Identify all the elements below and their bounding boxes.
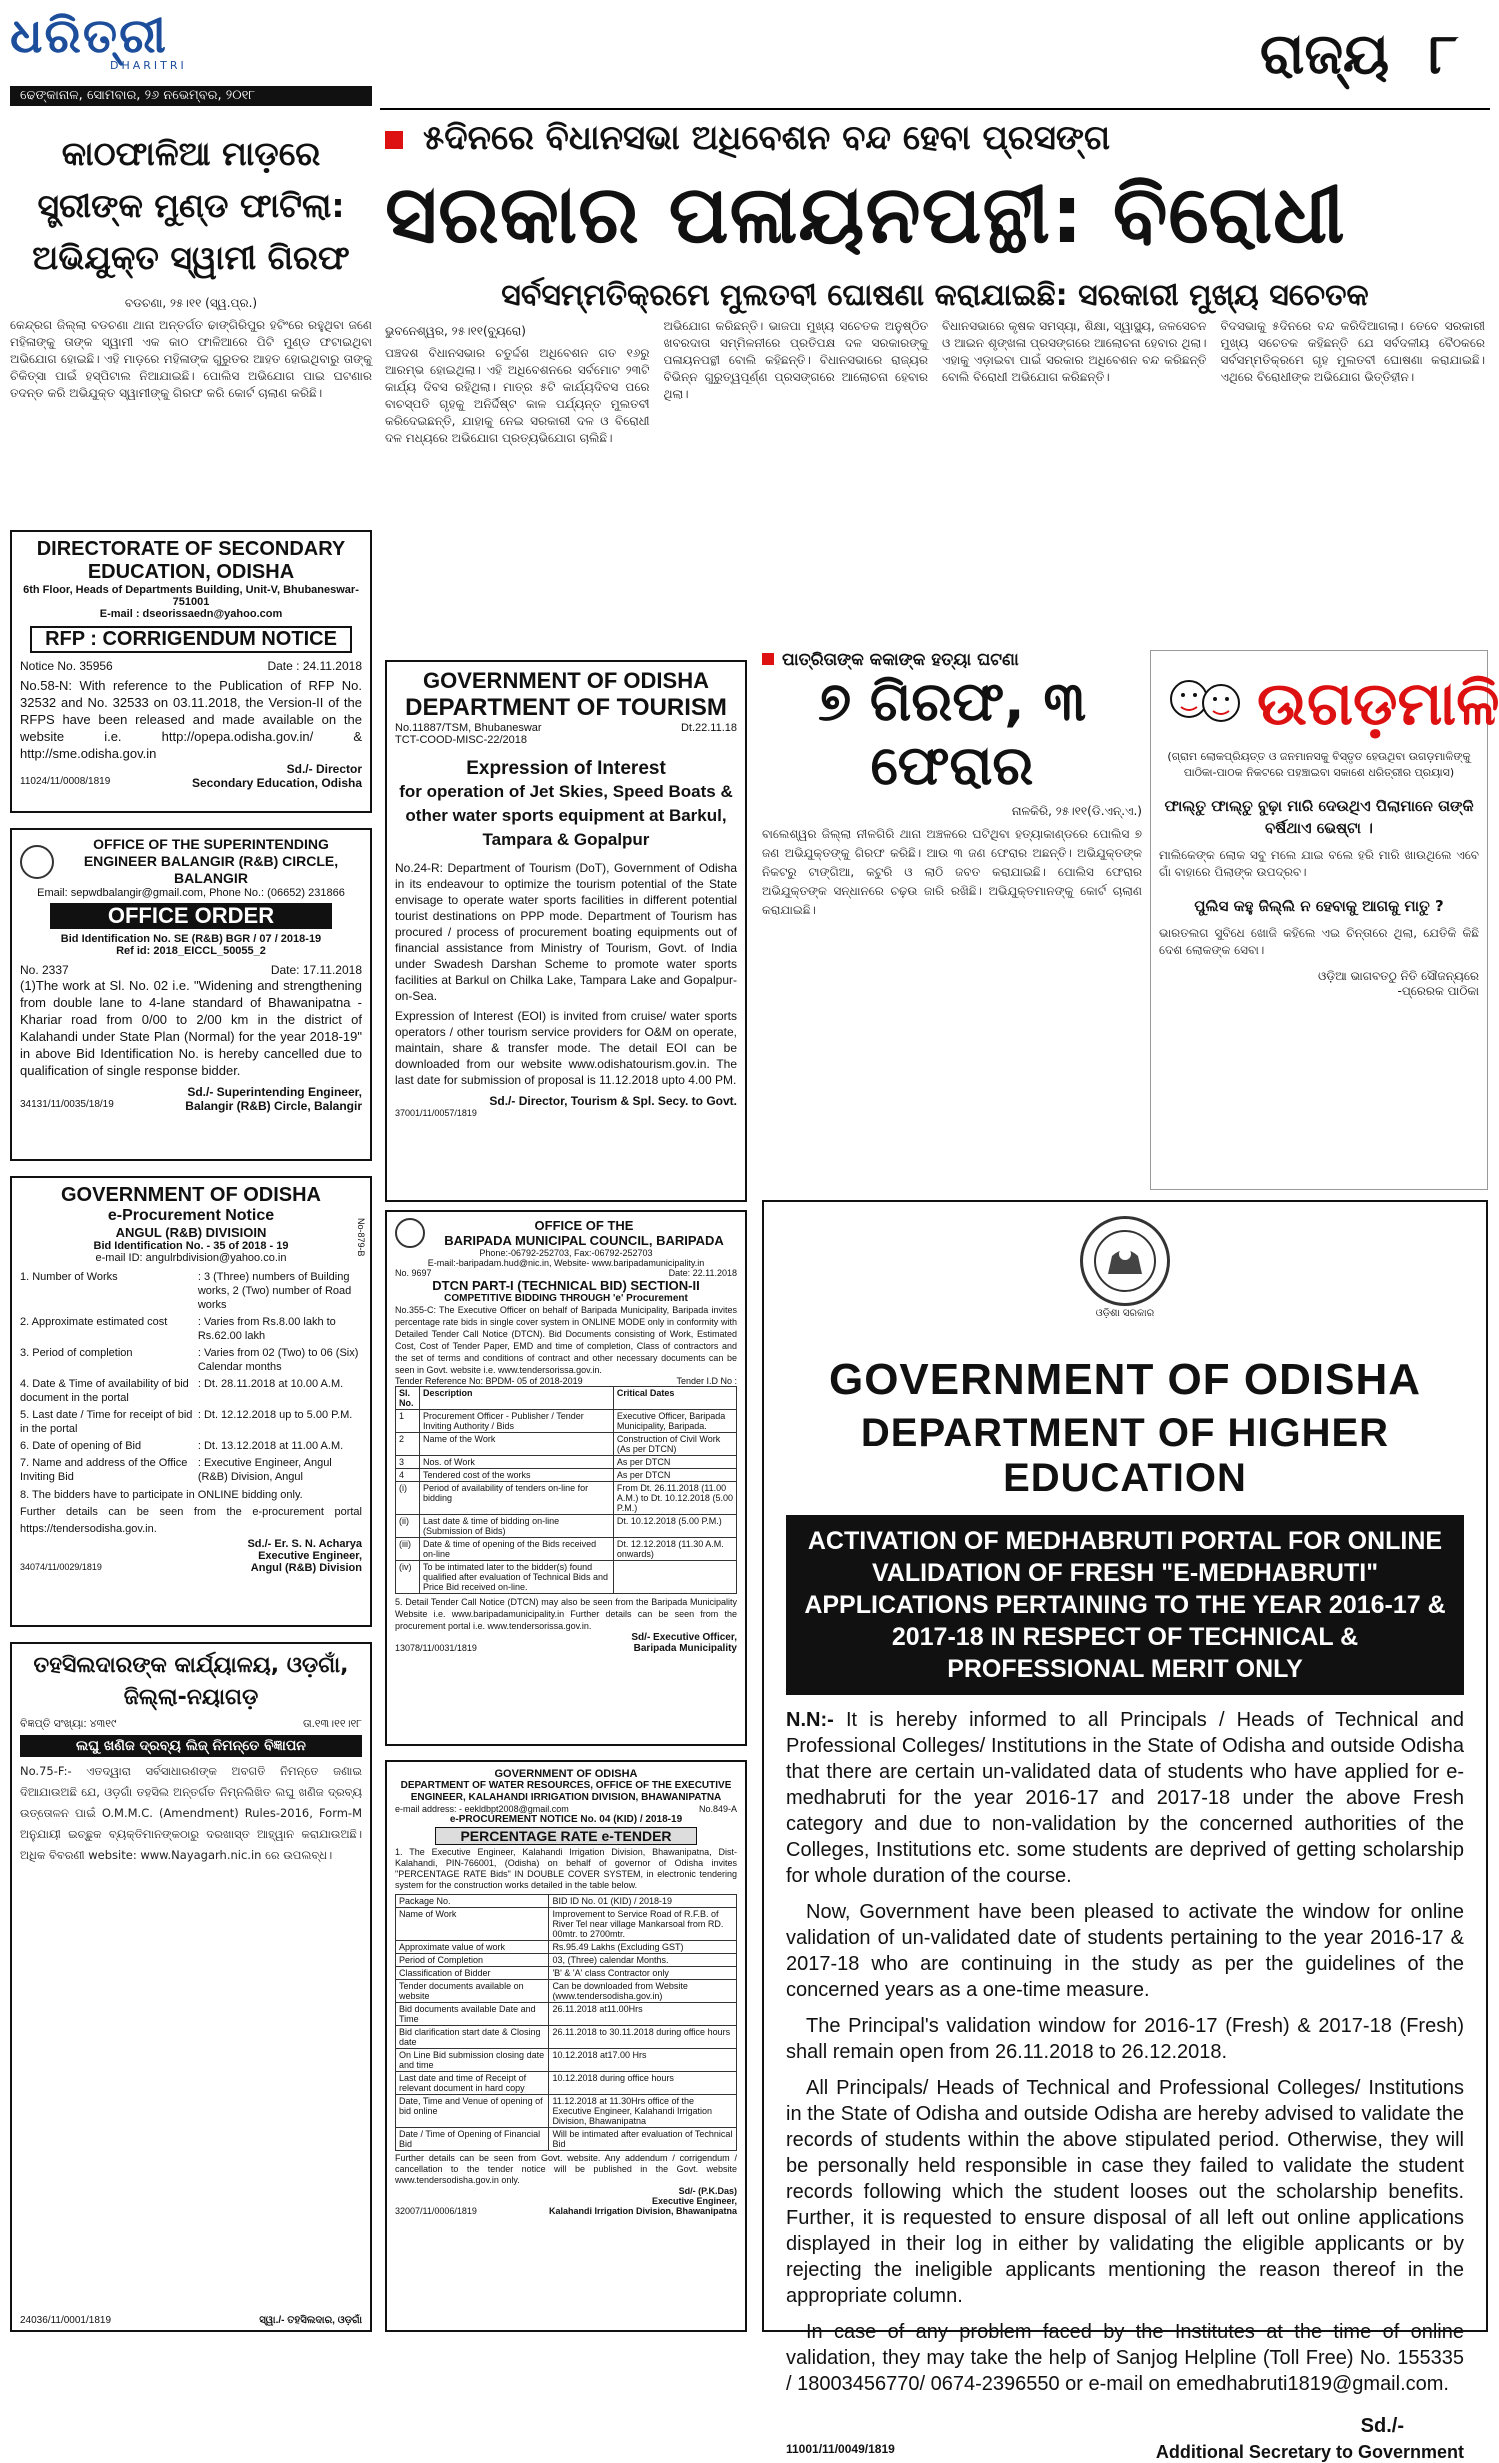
ad-higher-education [762,1200,1488,2462]
table-cell: 03, (Three) calendar Months. [549,1954,737,1967]
tender-id: Tender I.D No : [676,1376,737,1386]
left-story [10,128,372,497]
story-2-byline: ନାଳକିରି, ୨୫।୧୧(ଡି.ଏନ୍.ଏ.) [1011,804,1142,818]
ad-tahasildar [10,1642,372,2332]
table-row [396,1410,737,1433]
row-value: : Varies from 02 (Two) to 06 (Six) Calendar months [197,1347,359,1373]
table-cell: Bid clarification start date & Closing date [396,2026,549,2049]
signatory-office: Balangir (R&B) Circle, Balangir [185,1099,362,1113]
ad-bar: ଲଘୁ ଖଣିଜ ଦ୍ରବ୍ୟ ଲିଜ୍ ନିମନ୍ତେ ବିଜ୍ଞାପନ [20,1735,362,1757]
signatory-title: Executive Engineer, [258,1550,362,1562]
ad-ref: 11001/11/0049/1819 [786,2442,895,2456]
table-row [396,1967,737,1980]
table-row [396,2128,737,2151]
bid-id: Bid Identification No. - 35 of 2018 - 19 [93,1240,289,1252]
notice-date: Date : 24.11.2018 [267,659,362,673]
main-col-2: ଅଭିଯୋଗ କରିଛନ୍ତି। ଭାଜପା ମୁଖ୍ୟ ସଚେତକ ଅନୁଷ୍ଠିତ ଖବରଦାତା ସମ୍ମିଳନୀରେ ପ୍ରତିପକ୍ଷ ଦଳ ସରକାରଙ୍କୁ ପଳାୟନପନ୍ଥୀ ବୋଲି କହିଛନ୍ତି। ବିଧାନସଭାରେ ରାଜ୍ୟର ବିଭିନ୍ନ ଗୁରୁତ୍ୱପୂର୍ଣ୍ଣ ପ୍ରସଙ୍ଗରେ ଆଲୋଚନା ହେବାର ଥିଲା। [663,319,928,401]
ad-department: DEPARTMENT OF TOURISM [405,694,727,721]
main-kicker [385,118,1110,158]
cartoon-column [1150,650,1499,1190]
ad-ref: 11024/11/0008/1819 [20,776,111,787]
ad-title: ତହସିଲଦାରଙ୍କ କାର୍ଯ୍ୟାଳୟ, ଓଡ଼ଗାଁ, ଜିଲ୍ଲା-ନୟାଗଡ଼ [33,1653,349,1710]
signatory-office: Baripada Municipality [633,1643,737,1654]
main-col-3: ବିଧାନସଭାରେ କୃଷକ ସମସ୍ୟା, ଶିକ୍ଷା, ସ୍ୱାସ୍ଥ୍ୟ, ଜଳସେଚନ ଓ ଆଇନ ଶୃଙ୍ଖଳା ପ୍ରସଙ୍ଗରେ ଆଲୋଚନା ହେବାର ଥିଲା। ଏହାକୁ ଏଡ଼ାଇବା ପାଇଁ ସରକାର ଅଧିବେଶନ ବନ୍ଦ କରିଛନ୍ତି ବୋଲି ବିରୋଧୀ ଅଭିଯୋଗ କରିଛନ୍ତି। [942,319,1207,384]
table-row [396,1433,737,1456]
signatory: Sd/- (P.K.Das) [678,2186,737,2196]
notice-number: Notice No. 35956 [20,659,113,673]
emblem-icon [20,845,54,879]
table-cell: Procurement Officer - Publisher / Tender Inviting Authority / Bids [420,1410,614,1433]
notice-label: N.N:- [786,1709,834,1731]
table-row [396,1954,737,1967]
story-2-headline: ୭ ଗିରଫ, ୩ ଫେରାର [818,670,1086,797]
signatory-title: Executive Engineer, [651,2196,737,2206]
table-row [20,1377,362,1405]
eoi-heading: Expression of Interest [466,758,666,779]
table-cell: Construction of Civil Work (As per DTCN) [613,1433,736,1456]
cartoon-credit-2: -ପ୍ରେରକ ପାଠିକା [1397,984,1479,998]
ad-body: No.58-N: With reference to the Publication of RFP No. 32532 and No. 32533 on 03.11.2018, the Version-II of the RFPS have been released and made available on the website i.e. http://opepa.odisha.gov.in/ & http://sme.odisha.gov.in [20,678,362,761]
emblem-caption: ଓଡ଼ିଶା ସରକାର [1095,1308,1155,1319]
ad-title: GOVERNMENT OF ODISHA [422,668,709,693]
cartoon-credit: ଓଡ଼ିଆ ଭାଗବତଠୁ ନିତି ସୌଜନ୍ୟରେ [1317,969,1479,983]
left-story-body: କେନ୍ଦ୍ରଗ ଜିଲ୍ଲା ବଡଚଣା ଥାନା ଅନ୍ତର୍ଗତ ଢାଙ୍ଗିରିପୁର ହଟିଂରେ ରହୁଥିବା ଜଣେ ମହିଳାଙ୍କୁ ତାଙ୍କ ସ୍ୱାମୀ ଏକ କାଠ ଫାଳିଆରେ ପିଟି ମୁଣ୍ଡ ଫଟାଇଥିବା ଅଭିଯୋଗ ହୋଇଛି। ଏହି ମାଡ଼ରେ ମହିଳାଙ୍କ ଗୁରୁତର ଆହତ ହୋଇଥିବାରୁ ତାଙ୍କୁ ଚିକିତ୍ସା ପାଇଁ ହସ୍ପିଟାଲ ନିଆଯାଇଛି। ପୋଲିସ ଅଭିଯୋଗ ପାଇ ଘଟଣାର ତଦନ୍ତ କରି ଅଭିଯୁକ୍ତ ସ୍ୱାମୀଙ୍କୁ ଗିରଫ କରି କୋର୍ଟ ଚାଲାଣ କରିଛି। [10,318,372,400]
table-cell: Bid documents available Date and Time [396,2003,549,2026]
ad-email: e-mail address: - eekldbpt2008@gmail.com [395,1804,569,1814]
table-cell: 4 [396,1469,420,1482]
ad-email: Email: sepwdbalangir@gmail.com, Phone No.: (06652) 231866 [37,887,345,899]
story-2-body: ବାଲେଶ୍ୱର ଜିଲ୍ଲା ନୀଳଗିରି ଥାନା ଅଞ୍ଚଳରେ ଘଟିଥିବା ହତ୍ୟାକାଣ୍ଡରେ ପୋଲିସ ୭ ଜଣ ଅଭିଯୁକ୍ତଙ୍କୁ ଗିରଫ କରିଛି। ଆଉ ୩ ଜଣ ଫେରାର ଅଛନ୍ତି। ଅଭିଯୁକ୍ତଙ୍କ ନିକଟରୁ ଟାଙ୍ଗିଆ, କଟୁରି ଓ ଲାଠି ଜବତ କରାଯାଇଛି। ପୋଲିସ ଫେରାର ଅଭିଯୁକ୍ତଙ୍କ ସନ୍ଧାନରେ ଚଢ଼ଉ ଜାରି ରଖିଛି। ଅଭିଯୁକ୍ତମାନଙ୍କୁ କୋର୍ଟ ଚାଲାଣ କରାଯାଇଛି। [762,827,1142,917]
notice-date: Dt.22.11.18 [680,722,737,734]
ad-email: e-mail ID: angulrbdivision@yahoo.co.in [95,1252,287,1264]
main-kicker-text: ୫ଦିନରେ ବିଧାନସଭା ଅଧିବେଶନ ବନ୍ଦ ହେବା ପ୍ରସଙ୍ଗ [423,118,1111,158]
ad-secondary-education [10,530,372,813]
main-subhead: ସର୍ବସମ୍ମତିକ୍ରମେ ମୁଲତବୀ ଘୋଷଣା କରାଯାଇଛି: ସରକାରୀ ମୁଖ୍ୟ ସଚେତକ [501,278,1369,313]
cartoon-title: ଉଗଡ଼ମାଳି [1257,669,1499,739]
ad-further: Further details can be seen from the e-procurement portal https://tendersodisha.gov.in. [20,1506,362,1535]
signatory: Sd./- [1360,2415,1404,2437]
table-cell: Classification of Bidder [396,1967,549,1980]
row-value: : Varies from Rs.8.00 lakh to Rs.62.00 lakh [197,1316,336,1342]
story-2-kicker [762,650,1142,670]
ad-note: 5. Detail Tender Call Notice (DTCN) may also be seen from the Baripada Municipality Website i.e. www.baripadamunicipality.in Further details can be seen from the procurement portal i.e. www.tendersorissa.gov.in. [395,1597,737,1631]
left-story-byline: ବଡଚଣା, ୨୫।୧୧ (ସ୍ୱ.ପ୍ର.) [124,296,258,310]
main-col-1-text: ପଞ୍ଚଦଶ ବିଧାନସଭାର ଚତୁର୍ଦ୍ଦଶ ଅଧିବେଶନ ଗତ ୧୬ରୁ ଆରମ୍ଭ ହୋଇଥିଲା। ଏହି ଅଧିବେଶନରେ ସର୍ବମୋଟ ୨୩ଟି କାର୍ଯ୍ୟ ଦିବସ ରହିଥିଲା। ମାତ୍ର ୫ଟି କାର୍ଯ୍ୟଦିବସ ପରେ ବାଚସ୍ପତି ଗୃହକୁ ଅନିର୍ଦ୍ଦିଷ୍ଟ କାଳ ପର୍ଯ୍ୟନ୍ତ ମୁଲତବୀ କରିଦେଇଛନ୍ତି, ଯାହାକୁ ନେଇ ସରକାରୀ ଦଳ ଓ ବିରୋଧୀ ଦଳ ମଧ୍ୟରେ ଅଭିଯୋଗ ପ୍ରତ୍ୟଭିଯୋଗ ଚାଲିଛି। [385,346,650,445]
lion-emblem-icon [1090,1226,1160,1296]
notice-number: No.11887/TSM, Bhubaneswar [395,722,542,734]
main-headline: ସରକାର ପଳାୟନପନ୍ଥୀ: ବିରୋଧୀ [385,168,1346,261]
table-cell: Dt. 10.12.2018 (5.00 P.M.) [613,1515,736,1538]
row-value: : Dt. 13.12.2018 at 11.00 A.M. [197,1440,344,1452]
table-cell: (iv) [396,1561,420,1594]
ad-division: ANGUL (R&B) DIVISIOIN [115,1225,267,1240]
table-row [396,1908,737,1941]
section-title [1260,22,1458,88]
tender-reference: Tender Reference No: BPDM- 05 of 2018-2019 [395,1376,583,1386]
notice-number: No. 9697 [395,1268,432,1278]
eoi-subheading: for operation of Jet Skies, Speed Boats & other water sports equipment at Barkul, Tampara & Gopalpur [399,782,733,849]
notice-code: TCT-COOD-MISC-22/2018 [395,734,528,746]
table-header: Critical Dates [613,1387,736,1410]
table-cell: 10.12.2018 during office hours [549,2072,737,2095]
ad-title: GOVERNMENT OF ODISHA [828,1355,1422,1404]
table-cell: Will be intimated after evaluation of Technical Bid [549,2128,737,2151]
table-cell: Package No. [396,1895,549,1908]
baripada-table [395,1386,737,1594]
table-row [396,1895,737,1908]
table-row [396,2095,737,2128]
table-row [396,1469,737,1482]
table-cell: Date & time of opening of the Bids received on-line [420,1538,614,1561]
ad-ref: 32007/11/0006/1819 [395,2206,477,2216]
table-row [396,1482,737,1515]
table-cell: Nos. of Work [420,1456,614,1469]
row-value: : Dt. 28.11.2018 at 10.00 A.M. [197,1378,344,1390]
table-row [396,1941,737,1954]
ad-title: DIRECTORATE OF SECONDARY EDUCATION, ODISHA [36,538,346,583]
cartoon-faces-icon [1159,659,1249,749]
table-row [20,1270,362,1312]
notice-number: No.849-A [698,1804,737,1814]
state-emblem-icon [1080,1216,1170,1306]
ad-title: OFFICE OF THE SUPERINTENDING ENGINEER BALANGIR (R&B) CIRCLE, BALANGIR [83,836,339,886]
table-cell: 26.11.2018 at11.00Hrs [549,2003,737,2026]
table-cell: 10.12.2018 at17.00 Hrs [549,2049,737,2072]
table-cell: (iii) [396,1538,420,1561]
table-header: Description [420,1387,614,1410]
ad-kalahandi [385,1760,747,2332]
ad-balangir [10,828,372,1161]
signatory: Sd./- Superintending Engineer, [187,1085,362,1099]
ad-title: GOVERNMENT OF ODISHA [494,1768,638,1780]
table-row [396,1515,737,1538]
row-label: 1. Number of Works [20,1271,118,1283]
logo-latin: DHARITRI [110,59,187,72]
table-cell: 11.12.2018 at 11.30Hrs office of the Executive Engineer, Kalahandi Irrigation Division, Bhawanipatna [549,2095,737,2128]
dtcn-subheading: COMPETITIVE BIDDING THROUGH 'e' Procurement [444,1293,688,1304]
table-row [396,1456,737,1469]
table-cell: Date / Time of Opening of Financial Bid [396,2128,549,2151]
ad-angul [10,1176,372,1627]
table-cell: Can be downloaded from Website (www.tendersodisha.gov.in) [549,1980,737,2003]
main-byline: ଭୁବନେଶ୍ୱର, ୨୫।୧୧(ବ୍ୟୁରୋ) [385,324,526,338]
ad-bar: RFP : CORRIGENDUM NOTICE [30,626,352,653]
story-arrests [762,650,1142,1210]
ad-title: BARIPADA MUNICIPAL COUNCIL, BARIPADA [444,1233,724,1248]
table-row [396,2049,737,2072]
ad-department: DEPARTMENT OF WATER RESOURCES, OFFICE OF THE EXECUTIVE ENGINEER, KALAHANDI IRRIGATION DIVISION, BHAWANIPATNA [400,1780,732,1803]
signatory-office: Secondary Education, Odisha [191,776,362,790]
table-cell: 2 [396,1433,420,1456]
table-cell: Period of availability of tenders on-line for bidding [420,1482,614,1515]
signatory: Sd./- Er. S. N. Acharya [247,1538,362,1550]
ad-bar: ACTIVATION OF MEDHABRUTI PORTAL FOR ONLINE VALIDATION OF FRESH "E-MEDHABRUTI" APPLICATIONS PERTAINING TO THE YEAR 2016-17 & 2017-18 IN RESPECT OF TECHNICAL & PROFESSIONAL MERIT ONLY [786,1515,1464,1695]
ad-side-number: No-879-B [356,1218,366,1257]
table-cell [613,1561,736,1594]
notice-number: ବିଜ୍ଞପ୍ତି ସଂଖ୍ୟା: ୪୩୧୯ [20,1718,117,1730]
ad-para-5: In case of any problem faced by the Institutes at the time of online validation, they may take the help of Sanjog Helpline (Toll Free) No. 155335 / 18003456770/ 0674-2396550 or e-mail on emedhabruti1819@gmail.com. [786,2321,1464,2395]
table-row [20,1346,362,1374]
row-label: 7. Name and address of the Office Inviting Bid [20,1457,188,1483]
signatory: ସ୍ୱା./- ତହସିଲଦାର, ଓଡ଼ଗାଁ [259,2315,362,2326]
table-cell: 'B' & 'A' class Contractor only [549,1967,737,1980]
table-cell: Period of Completion [396,1954,549,1967]
cartoon-verse-2: ପୁଲିସ କହୁ ଜିଲ୍ଲି ନ ହେବାକୁ ଆଗକୁ ମାତୁ ? [1194,897,1444,915]
ad-para-3: The Principal's validation window for 2016-17 (Fresh) & 2017-18 (Fresh) shall remain open from 26.11.2018 to 26.12.2018. [786,2015,1464,2063]
row-value: : 3 (Three) numbers of Building works, 2 (Two) number of Road works [197,1271,352,1311]
notice-date: ତା.୧୩।୧୧।୧୮ [302,1718,362,1730]
ad-para-1: No.24-R: Department of Tourism (DoT), Government of Odisha in its endeavour to optimize the tourism potential of the State envisage to operate water sports facilities in different potential tourist destinations on PPP mode. Department of Tourism has procured / process of procurement boating equipments out of financial assistance from Ministry of Tourism, Govt. of India under Swadesh Darshan Scheme to promote water sports facilities at Barkul on Chilka Lake, Tampara Lake and Gopalpur-on-Sea. [395,861,737,1003]
row-value: : Executive Engineer, Angul (R&B) Division, Angul [197,1457,332,1483]
dateline: ଢେଙ୍କାନାଳ, ସୋମବାର, ୨୬ ନଭେମ୍ବର, ୨୦୧୮ [10,86,372,106]
table-cell: On Line Bid submission closing date and time [396,2049,549,2072]
cartoon-para-1: ମାଲିକେଙ୍କ ଲୋକ ସବୁ ମଲେ ଯାଇ ବଲେ ହରି ମାରି ଖାଉଥିଲେ ଏବେ ଗାଁ ବାହାରେ ପିଲାଙ୍କ ଉପଦ୍ରବ। [1159,848,1479,879]
bid-id: Bid Identification No. SE (R&B) BGR / 07 / 2018-19 [60,933,322,945]
table-cell: Executive Officer, Baripada Municipality, Baripada. [613,1410,736,1433]
ad-tourism [385,660,747,1202]
ad-para-4: All Principals/ Heads of Technical and Professional Colleges/ Institutions in the State of Odisha and outside Odisha are hereby advised to validate the records of students within the above stipulated period. Otherwise, they will be personally held responsible in case they failed to validate the student records following which the student looses out the scholarship benefits. Further, it is requested to ensure disposal of all left out online applications displayed in their log in either by validating the eligible applicants or by rejecting the ineligible applicants mentioning the reason thereof in the appropriate column. [786,2077,1464,2307]
procurement-number: e-PROCUREMENT NOTICE No. 04 (KID) / 2018-19 [449,1814,683,1825]
ad-ref: 24036/11/0001/1819 [20,2315,112,2326]
table-cell: (ii) [396,1515,420,1538]
row-label: 5. Last date / Time for receipt of bid in the portal [20,1409,193,1435]
table-header: Sl. No. [396,1387,420,1410]
table-cell: Approximate value of work [396,1941,549,1954]
ad-address: 6th Floor, Heads of Departments Building, Unit-V, Bhubaneswar-751001 [23,584,359,608]
table-cell: As per DTCN [613,1469,736,1482]
table-cell: Tender documents available on website [396,1980,549,2003]
ad-body: No.75-F:- ଏତଦ୍ୱାରା ସର୍ବସାଧାରଣଙ୍କ ଅବଗତି ନିମନ୍ତେ ଜଣାଇ ଦିଆଯାଉଅଛି ଯେ, ଓଡ଼ଗାଁ ତହସିଲ ଅନ୍ତର୍ଗତ ନିମ୍ନଲିଖିତ ଲଘୁ ଖଣିଜ ଦ୍ରବ୍ୟ ଉତ୍ତୋଳନ ପାଇଁ O.M.M.C. (Amendment) Rules-2016, Form-M ଅନୁଯାୟୀ ଇଚ୍ଛୁକ ବ୍ୟକ୍ତିମାନଙ୍କଠାରୁ ଦରଖାସ୍ତ ଆହ୍ୱାନ କରାଯାଉଅଛି। ଅଧିକ ବିବରଣୀ website: www.Nayagarh.nic.in ରେ ଉପଲବ୍ଧ। [20,1764,362,1862]
newspaper-logo: ଧରିତ୍ରୀ [10,8,168,64]
story-2-kicker-text: ପାତ୍ରିତାଙ୍କ କକାଙ୍କ ହତ୍ୟା ଘଟଣା [782,650,1019,670]
dtcn-heading: DTCN PART-I (TECHNICAL BID) SECTION-II [432,1278,700,1293]
table-cell: Improvement to Service Road of R.F.B. of River Tel near village Mankarsoal from RD. 00mtr. to 2700mtr. [549,1908,737,1941]
cartoon-verse-1: ଫାଲ୍‌ତୁ ଫାଲ୍‌ତୁ ବୁଢ଼ା ମାରି ଦେଉଥିଏ ପିଲାମାନେ ତାଙ୍କି ବର୍ଷିଥାଏ ଭେଷ୍ଟା । [1164,797,1474,837]
signatory-office: Additional Secretary to Government [1155,2442,1464,2462]
table-cell: To be intimated later to the bidder(s) found qualified after evaluation of Technical Bids and Price Bid received on-line. [420,1561,614,1594]
table-cell: From Dt. 26.11.2018 (11.00 A.M.) to Dt. 10.12.2018 (5.00 P.M.) [613,1482,736,1515]
ad-subtitle: e-Procurement Notice [107,1207,275,1224]
main-story-body [385,318,1485,640]
left-story-headline: କାଠଫାଳିଆ ମାଡ଼ରେ ସ୍ତ୍ରୀଙ୍କ ମୁଣ୍ଡ ଫାଟିଲା: ଅଭିଯୁକ୍ତ ସ୍ୱାମୀ ଗିରଫ [32,134,350,277]
table-cell: Last date & time of bidding on-line (Submission of Bids) [420,1515,614,1538]
table-cell: Name of Work [396,1908,549,1941]
kicker-marker [762,653,774,665]
signatory: Sd/- Executive Officer, [631,1632,737,1643]
table-cell: 1 [396,1410,420,1433]
main-col-4: ବିଦସଭାକୁ ୫ଦିନରେ ବନ୍ଦ କରିଦିଆଗଲା। ତେବେ ସରକାରୀ ମୁଖ୍ୟ ସଚେତକ କହିଛନ୍ତି ଯେ ସର୍ବଦଳୀୟ ବୈଠକରେ ସର୍ବସମ୍ମତିକ୍ରମେ ଗୃହ ମୁଲତବୀ ଘୋଷଣା କରାଯାଇଛି। ଏଥିରେ ବିରୋଧୀଙ୍କ ଅଭିଯୋଗ ଭିତ୍ତିହୀନ। [1220,319,1485,384]
row-label: 6. Date of opening of Bid [20,1440,142,1452]
ad-ref: 34074/11/0029/1819 [20,1562,102,1572]
ad-ref: 37001/11/0057/1819 [395,1108,477,1118]
top-rule [380,108,1490,110]
ad-email: E-mail:-baripadam.hud@nic.in, Website- www.baripadamunicipality.in [427,1258,705,1268]
ad-para-2: Expression of Interest (EOI) is invited from cruise/ water sports operators / other tourism service providers for O&M on operate, maintain, share & transfer mode. The detail EOI can be downloaded from our website www.odishatourism.gov.in. The last date for submission of proposal is 11.12.2018 upto 4.00 PM. [395,1009,737,1087]
table-cell: 26.11.2018 to 30.11.2018 during office hours [549,2026,737,2049]
ad-note: 8. The bidders have to participate in ONLINE bidding only. [20,1489,303,1501]
ref-id: Ref id: 2018_EICCL_50055_2 [116,945,266,957]
table-row [396,1538,737,1561]
table-row [20,1456,362,1484]
table-cell: Tendered cost of the works [420,1469,614,1482]
table-cell: Rs.95.49 Lakhs (Excluding GST) [549,1941,737,1954]
table-row [396,2026,737,2049]
row-label: 3. Period of completion [20,1347,133,1359]
table-row [20,1439,362,1453]
ad-body: 1. The Executive Engineer, Kalahandi Irrigation Division, Bhawanipatna, Dist-Kalahandi, PIN-766001, (Odisha) on behalf of governor of Odisha invites "PERCENTAGE RATE Bids" IN DOUBLE COVER SYSTEM, in electronic tendering system for the construction works detailed in the table below. [395,1847,737,1890]
ad-phone: Phone:-06792-252703, Fax:-06792-252703 [479,1248,653,1258]
signatory-office: Angul (R&B) Division [250,1562,362,1574]
kicker-marker [385,131,403,149]
page-number: ୮ [1428,22,1458,87]
ad-para-1-text: It is hereby informed to all Principals / Heads of Technical and Professional Colleges/ Institutions in the State of Odisha and outside Odisha that there are certain un-validated data of students who have applied for e-medhabruti for the year 2016-17 and 2017-18 under the above Fresh category and due to non-validation by the concerned authorities of the Colleges, Institutions etc. some students are deprived of getting scholarship for whole duration of the course. [786,1709,1465,1887]
ad-department: DEPARTMENT OF HIGHER EDUCATION [860,1411,1390,1500]
order-date: Date: 17.11.2018 [270,963,362,977]
table-row [396,1980,737,2003]
row-value: : Dt. 12.12.2018 up to 5.00 P.M. [197,1409,353,1421]
ad-bar: OFFICE ORDER [50,903,332,929]
table-cell: Last date and time of Receipt of relevant document in hard copy [396,2072,549,2095]
angul-table [20,1270,362,1484]
ad-bar: PERCENTAGE RATE e-TENDER [435,1827,697,1845]
table-row [396,2072,737,2095]
table-cell: Name of the Work [420,1433,614,1456]
cartoon-tagline: (ଗ୍ରାମ ଲୋକପ୍ରିୟତ୍ତ ଓ ଜନମାନସକୁ ବିସ୍ତୃତ ହେଉଥିବା ଉଗଡ଼ମାଳିଙ୍କୁ ପାଠିକା-ପାଠକ ନିକଟରେ ପହଞ୍ଚାଇବା ସକାଶେ ଧରିତ୍ରୀର ପ୍ରୟାସ) [1167,750,1471,779]
ad-body: (1)The work at Sl. No. 02 i.e. "Widening and strengthening from double lane to 4-lane standard of Bhawanipatna - Khariar road from 0/00 to 2/00 km in the district of Kalahandi under State Plan (Normal) for the year 2018-19" in above Bid Identification No. is hereby cancelled due to qualification of single response bidder. [20,978,362,1078]
row-label: 2. Approximate estimated cost [20,1316,168,1328]
notice-date: Date: 22.11.2018 [668,1268,737,1278]
table-row [20,1315,362,1343]
table-cell: Date, Time and Venue of opening of bid online [396,2095,549,2128]
ad-para-2: Now, Government have been pleased to activate the window for online validation of un-validated date of students pertaining to the year 2016-17 & 2017-18 who are continuing in the study as per the guidelines of the concerned years as a one-time measure. [786,1901,1464,2001]
section-label: ରାଜ୍ୟ [1259,22,1390,87]
kalahandi-table [395,1894,737,2151]
ad-para-1 [786,1707,1464,1889]
cartoon-para-2: ଭାରତଲଗ ସୁବିଧେ ଖୋଜି କହିଲେ ଏଇ ଚିନ୍ତାରେ ଥିଲା, ଯେତିକି କିଛି ଦେଶ ଲୋକଙ୍କ ସେବା। [1159,926,1479,957]
ad-title: GOVERNMENT OF ODISHA [60,1184,321,1206]
table-cell: 3 [396,1456,420,1469]
signatory: Sd./- Director [286,762,362,776]
signatory: Sd./- Director, Tourism & Spl. Secy. to Govt. [489,1094,737,1108]
ad-baripada [385,1210,747,1746]
ad-further: Further details can be seen from Govt. website. Any addendum / corrigendum / cancellation to the tender notice will be published in the Govt. website www.tendersodisha.gov.in only. [395,2153,737,2185]
emblem-icon [395,1218,425,1248]
ad-ref: 13078/11/0031/1819 [395,1643,477,1653]
main-col-1 [385,318,650,640]
table-cell: (i) [396,1482,420,1515]
ad-email: E-mail : dseorissaedn@yahoo.com [99,608,283,620]
ad-body: No.355-C: The Executive Officer on behalf of Baripada Municipality, Baripada invites percentage rate bids in single cover system in ONLINE MODE only in conformity with Detailed Tender Call Notice (DTCN). Bid Documents consisting of Work, Estimated Cost, Cost of Tender Paper, EMD and time of completion, Class of contractors and the set of terms and conditions of contract and other necessary documents can be seen in Govt. website i.e. www.tendersorissa.gov.in. [395,1305,737,1375]
table-cell: BID ID No. 01 (KID) / 2018-19 [549,1895,737,1908]
table-cell: Dt. 12.12.2018 (11.30 A.M. onwards) [613,1538,736,1561]
ad-title-prefix: OFFICE OF THE [534,1218,634,1233]
ad-ref: 34131/11/0035/18/19 [20,1099,114,1110]
table-row [396,2003,737,2026]
row-label: 4. Date & Time of availability of bid document in the portal [20,1378,189,1404]
table-row [396,1561,737,1594]
order-number: No. 2337 [20,963,69,977]
table-row [20,1408,362,1436]
table-cell: As per DTCN [613,1456,736,1469]
signatory-office: Kalahandi Irrigation Division, Bhawanipatna [548,2206,737,2216]
